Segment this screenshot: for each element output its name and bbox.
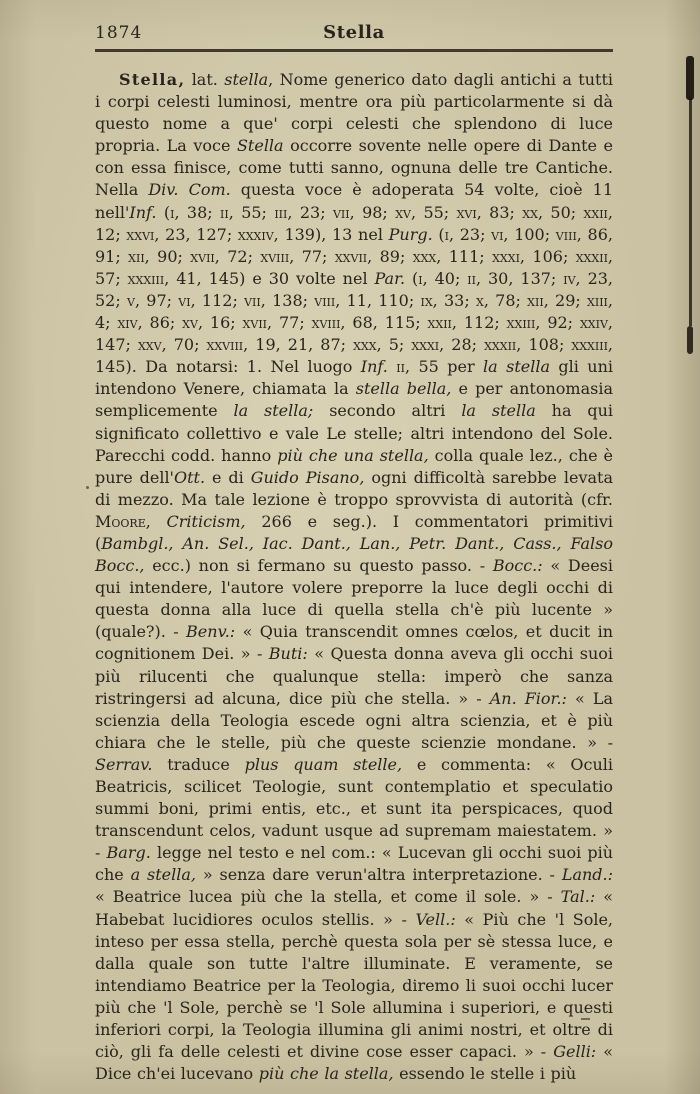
text-segment: essendo le stelle i più — [393, 1064, 577, 1084]
text-segment: gli uni intendono Venere, chiamata la — [95, 357, 614, 399]
text-segment: Ott. — [173, 467, 206, 487]
scan-artifact — [686, 56, 694, 100]
text-segment: Bambgl., An. Sel., Iac. Dant., Lan., Petr. Dant., Cass., Falso Bocc., — [95, 533, 613, 576]
text-segment: Benv.: — [186, 622, 236, 642]
text-segment: legge nel testo e nel com.: « Lucevan gli occhi suoi più che — [95, 843, 613, 885]
text-segment: ogni difficoltà sarebbe levata di mezzo. Ma tale lezione è troppo sprovvista di autorità (cfr. — [95, 467, 613, 509]
text-segment: ii, 55 — [387, 357, 439, 377]
text-segment: Inf. — [129, 202, 157, 222]
text-segment: lat. — [185, 70, 225, 89]
scan-artifact — [689, 98, 692, 326]
header-rule — [95, 49, 613, 52]
scan-artifact — [687, 326, 693, 354]
text-segment: « Più che 'l Sole, inteso per essa stella, perchè questa sola per sè stessa luce, e dalla quale son tutte l'altre illuminate. E veramente, se intendiamo Beatrice per la Teologia, diremo li suoi occhi lucer più che 'l Sole, perchè se 'l Sole allumina i superiori, e questi inferiori corpi, la Teologia illumina gli animi nostri, et oltre di ciò, gli fa delle celesti et divine cose esser capaci. » - — [95, 909, 614, 1062]
text-segment: Par. — [374, 268, 406, 288]
text-segment: la stella — [483, 357, 550, 377]
text-segment: Buti: — [268, 644, 308, 664]
text-segment: Bocc.: — [492, 556, 543, 576]
text-segment: « Habebat lucidiores oculos stellis. » - — [95, 887, 614, 929]
text-segment: « Questa donna aveva gli occhi suoi più rilucenti che qualunque stella: imperò che sanza ristringersi ad alcuna, dice più che stella. » - — [95, 644, 614, 708]
page-number: 1874 — [95, 23, 143, 43]
text-segment: (i, 40; ii, 30, 137; iv, 23, 52; v, 97; vi, 112; vii, 138; viii, 11, 110; ix, 33; x, 78; xii, 29; xiii, 4; xiv, 86; xv, 16; xvii, 77; xviii, 68, 115; xxii, 112; xxiii, 92; xxiv, 147; xxv, 70; xxviii, 19, 21, 87; xxx, 5; xxxi, 28; xxxii, 108; xxxiii, 145). — [95, 268, 614, 377]
text-segment: traduce — [152, 754, 245, 774]
text-segment: stella bella, — [355, 379, 452, 399]
text-segment: « Beatrice lucea più che la stella, et come il sole. » - — [95, 887, 561, 907]
text-segment: « La scienzia della Teologia escede ogni altra scienzia, et è più chiara che le stelle, più che queste scienzie mondane. » - — [95, 688, 614, 752]
text-segment: e per antonomasia semplicemente — [95, 379, 613, 421]
text-segment: (i, 38; ii, 55; iii, 23; vii, 98; xv, 55; xvi, 83; xx, 50; xxii, 12; xxvi, 23, 127; xxxiv, 139), — [95, 202, 613, 244]
scan-artifact — [581, 1018, 590, 1020]
text-segment: 13 nel — [332, 224, 389, 244]
text-segment: ha qui significato collettivo e vale Le stelle; altri intendono del Sole. Parecchi codd. hanno — [95, 401, 614, 465]
text-segment: Guido Pisano, — [250, 467, 365, 487]
text-segment: Tal.: — [560, 887, 596, 907]
text-segment: Moore — [95, 511, 146, 531]
text-segment: Purg. — [388, 224, 433, 244]
text-segment: e commenta: « Oculi Beatricis, scilicet Teologie, sunt contemplatio et speculatio summi boni, primi entis, etc., et sunt ita perspicaces, quod transcendunt celos, vadunt usque ad supremam maiestatem. » - — [95, 754, 613, 863]
text-segment: e di — [205, 467, 251, 487]
text-segment: Barg. — [106, 843, 151, 863]
text-segment: la stella — [461, 401, 536, 421]
text-segment: « Quia transcendit omnes cœlos, et ducit in cognitionem Dei. » - — [95, 622, 613, 664]
text-segment: « Dice ch'ei lucevano — [95, 1042, 614, 1084]
text-segment: per — [438, 357, 484, 377]
text-segment: An. Fior.: — [489, 688, 567, 708]
text-segment: » senza dare verun'altra interpretazione. - — [195, 865, 562, 885]
text-segment: Inf. — [360, 357, 388, 377]
text-segment: , Nome generico dato dagli antichi a tutti i corpi celesti luminosi, mentre ora più particolarmente si dà questo nome a que' corpi celesti che splendono di luce propria. La voce — [95, 70, 613, 156]
text-segment: Gelli: — [553, 1042, 597, 1062]
text-segment: colla quale lez., che è pure dell' — [95, 445, 613, 487]
text-segment: plus quam stelle, — [244, 754, 403, 774]
text-segment: 266 e seg.). I commentatori primitivi ( — [95, 511, 614, 553]
text-segment: Criticism, — [166, 511, 246, 531]
scan-artifact — [86, 486, 89, 489]
text-segment: la stella; — [233, 401, 314, 421]
entry-paragraph — [95, 69, 613, 1085]
page-title: Stella — [323, 22, 385, 43]
text-segment: stella — [224, 70, 269, 89]
text-segment: più che la stella, — [258, 1064, 394, 1084]
text-segment: (i, 23; vi, 100; viii, 86, 91; xii, 90; xvii, 72; xviii, 77; xxvii, 89; xxx, 111; xxxi, 106; xxxii, 57; xxxiii, 41, 145) — [95, 224, 614, 288]
text-segment: Land.: — [561, 865, 614, 885]
text-segment: questa voce è adoperata 54 volte, cioè 11 nell' — [95, 180, 614, 222]
text-segment: Da notarsi: 1. Nel luogo — [145, 357, 361, 377]
text-segment: , — [145, 511, 167, 531]
text-segment: Stella, — [119, 70, 186, 89]
text-segment: a stella, — [130, 865, 196, 885]
text-segment: secondo altri — [313, 401, 462, 421]
text-column — [95, 22, 613, 1085]
text-segment: Vell.: — [415, 909, 456, 929]
text-segment: occorre sovente nelle opere di Dante e con essa finisce, come tutti sanno, ognuna delle tre Cantiche. Nella — [95, 136, 613, 200]
text-segment: più che una stella, — [277, 445, 429, 465]
text-segment: Serrav. — [95, 754, 153, 774]
text-segment: « Deesi qui intendere, l'autore volere preporre la luce degli occhi di questa donna alla luce di quella stella ch'è più lucente » (quale?). - — [95, 556, 613, 642]
text-segment: e 30 volte nel — [252, 268, 375, 288]
page-header — [95, 22, 613, 46]
text-segment: ecc.) non si fermano su questo passo. - — [144, 556, 493, 576]
text-segment: Stella — [236, 136, 284, 156]
text-segment: Div. Com. — [148, 180, 231, 200]
